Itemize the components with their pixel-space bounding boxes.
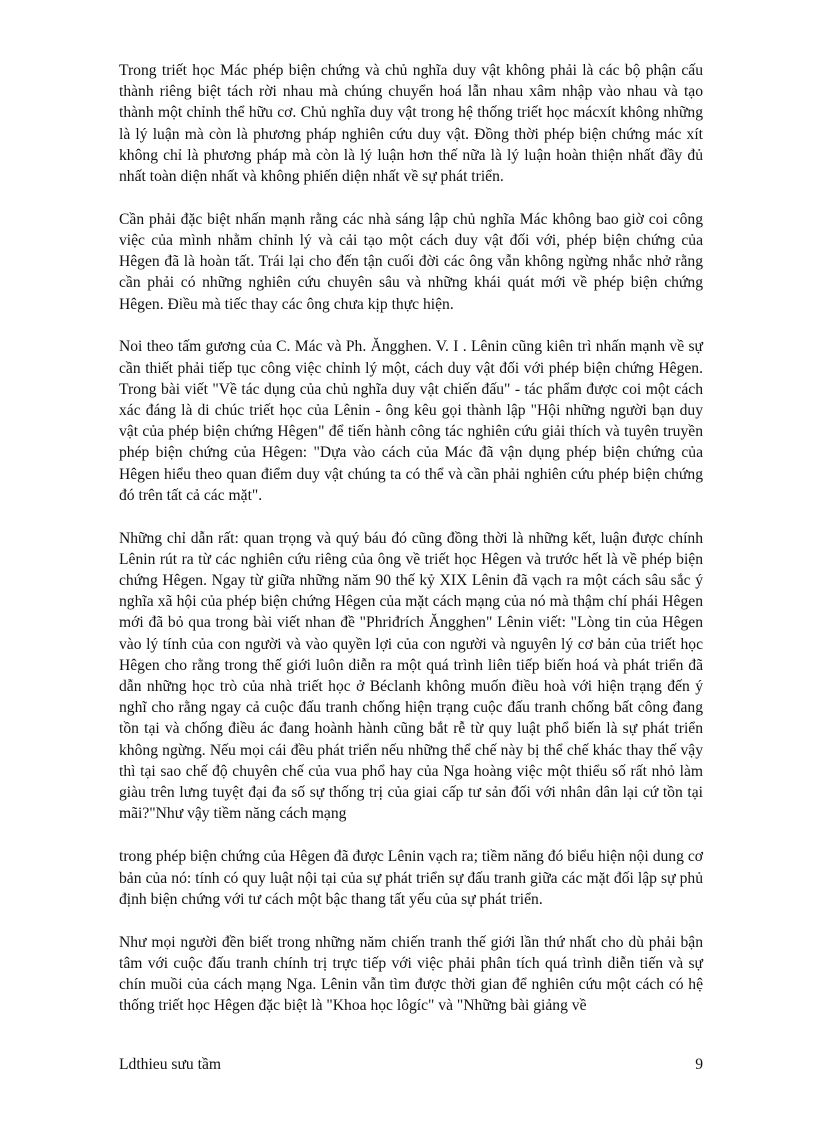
page-number: 9 [695,1056,703,1073]
document-body [119,60,703,1038]
paragraph-3: Noi theo tấm gương của C. Mác và Ph. Ăngghen. V. I . Lênin cũng kiên trì nhấn mạnh về sự cần thiết phải tiếp tục công việc chỉnh lý một, cách duy vật đối với phép biện chứng Hêgen. Trong bài viết "Về tác dụng của chủ nghĩa duy vật chiến đấu" - tác phẩm được coi một cách xác đáng là di chúc triết học của Lênin - ông kêu gọi thành lập "Hội những người bạn duy vật của phép biện chứng Hêgen" để tiến hành công tác nghiên cứu giải thích và tuyên truyền phép biện chứng của Hêgen: "Dựa vào cách của Mác đã vận dụng phép biện chứng của Hêgen hiểu theo quan điểm duy vật chúng ta có thể và cần phải nghiên cứu phép biện chứng đó trên tất cả các mặt". [119,338,703,504]
paragraph-1: Trong triết học Mác phép biện chứng và chủ nghĩa duy vật không phải là các bộ phận cấu thành riêng biệt tách rời nhau mà chúng chuyển hoá lẫn nhau xâm nhập vào nhau và tạo thành một chỉnh thể hữu cơ. Chủ nghĩa duy vật trong hệ thống triết học mácxít không những là lý luận mà còn là phương pháp nghiên cứu duy vật. Đồng thời phép biện chứng mác xít không chỉ là phương pháp mà còn là lý luận hơn thế nữa là lý luận hoàn thiện nhất đầy đủ nhất toàn diện nhất và không phiến diện nhất về sự phát triển. [119,62,703,186]
footer-source: Ldthieu sưu tầm [119,1056,221,1073]
page-footer [119,1055,703,1075]
paragraph-6: Như mọi người đền biết trong những năm chiến tranh thế giới lần thứ nhất cho dù phải bận tâm với cuộc đấu tranh chính trị trực tiếp với việc phải phân tích quá trình diễn tiến và sự chín muồi của cách mạng Nga. Lênin vẫn tìm được thời gian để nghiên cứu một cách có hệ thống triết học Hêgen đặc biệt là "Khoa học lôgíc" và "Những bài giảng về [119,933,703,1015]
paragraph-2: Cần phải đặc biệt nhấn mạnh rằng các nhà sáng lập chủ nghĩa Mác không bao giờ coi công việc của mình nhằm chỉnh lý và cải tạo một cách duy vật đối với, phép biện chứng của Hêgen đã là hoàn tất. Trái lại cho đến tận cuối đời các ông vẫn không ngừng nhắc nhở rằng cần phải có những nghiên cứu chuyên sâu và những khái quát mới về phép biện chứng Hêgen. Điều mà tiếc thay các ông chưa kịp thực hiện. [119,210,703,313]
paragraph-4: Những chỉ dẫn rất: quan trọng và quý báu đó cũng đồng thời là những kết, luận được chính Lênin rút ra từ các nghiên cứu riêng của ông về triết học Hêgen và trước hết là về phép biện chứng Hêgen. Ngay từ giữa những năm 90 thế kỷ XIX Lênin đã vạch ra một cách sâu sắc ý nghĩa xã hội của phép biện chứng Hêgen của mặt cách mạng của nó mà thậm chí phái Hêgen mới đã bỏ qua trong bài viết nhan đề "Phriđrích Ăngghen" Lênin viết: "Lòng tin của Hêgen vào lý tính của con người và vào quyền lợi của con người và nguyên lý cơ bản của triết học Hêgen cho rằng trong thế giới luôn diễn ra một quá trình liên tiếp biến hoá và phát triển đã dẫn những học trò của nhà triết học ở Béclanh không muốn điều hoà với hiện trạng đến ý nghĩ cho rằng ngay cả cuộc đấu tranh chống hiện trạng cuộc đấu tranh chống bất công đang tồn tại và chống điều ác đang hoành hành cũng bắt rễ từ quy luật phổ biến là sự phát triển không ngừng. Nếu mọi cái đều phát triển nếu những thể chế này bị thể chế khác thay thế vậy thì tại sao chế độ chuyên chế của vua phổ hay của Nga hoàng việc một thiểu số rất nhỏ làm giàu trên lưng tuyệt đại đa số sự thống trị của giai cấp tư sản đối với nhân dân lại cứ tồn tại mãi?"Như vậy tiềm năng cách mạng [119,529,703,823]
paragraph-5: trong phép biện chứng của Hêgen đã được Lênin vạch ra; tiềm năng đó biểu hiện nội dung cơ bản của nó: tính có quy luật nội tại của sự phát triển sự đấu tranh giữa các mặt đối lập sự phủ định biện chứng với tư cách một bậc thang tất yếu của sự phát triển. [119,848,703,908]
